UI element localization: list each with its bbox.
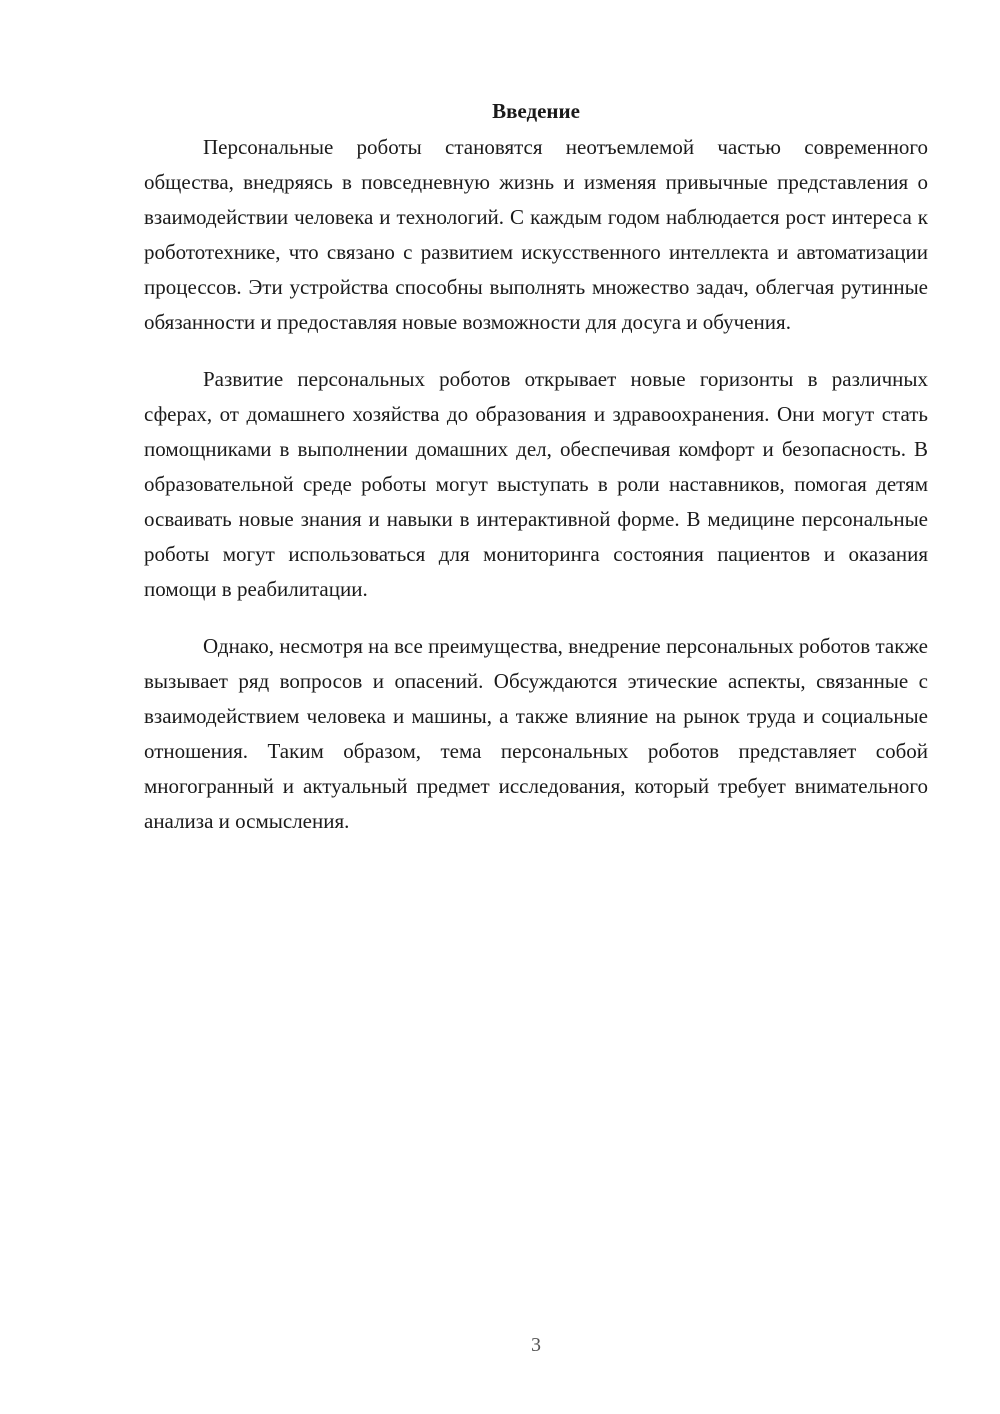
page-number: 3 [531,1334,541,1356]
paragraph-3: Однако, несмотря на все преимущества, внедрение персональных роботов также вызывает ряд вопросов и опасений. Обсуждаются этические аспекты, связанные с взаимодействием человека и машины, а также влияние на рынок труда и социальные отношения. Таким образом, тема персональных роботов представляет собой многогранный и актуальный предмет исследования, который требует внимательного анализа и осмысления. [144,634,928,833]
paragraph-2: Развитие персональных роботов открывает новые горизонты в различных сферах, от домашнего хозяйства до образования и здравоохранения. Они могут стать помощниками в выполнении домашних дел, обеспечивая комфорт и безопасность. В образовательной среде роботы могут выступать в роли наставников, помогая детям осваивать новые знания и навыки в интерактивной форме. В медицине персональные роботы могут использоваться для мониторинга состояния пациентов и оказания помощи в реабилитации. [144,367,928,601]
paragraph-1: Персональные роботы становятся неотъемлемой частью современного общества, внедряясь в повседневную жизнь и изменяя привычные представления о взаимодействии человека и технологий. С каждым годом наблюдается рост интереса к робототехнике, что связано с развитием искусственного интеллекта и автоматизации процессов. Эти устройства способны выполнять множество задач, облегчая рутинные обязанности и предоставляя новые возможности для досуга и обучения. [144,135,928,334]
section-title: Введение [492,99,580,123]
